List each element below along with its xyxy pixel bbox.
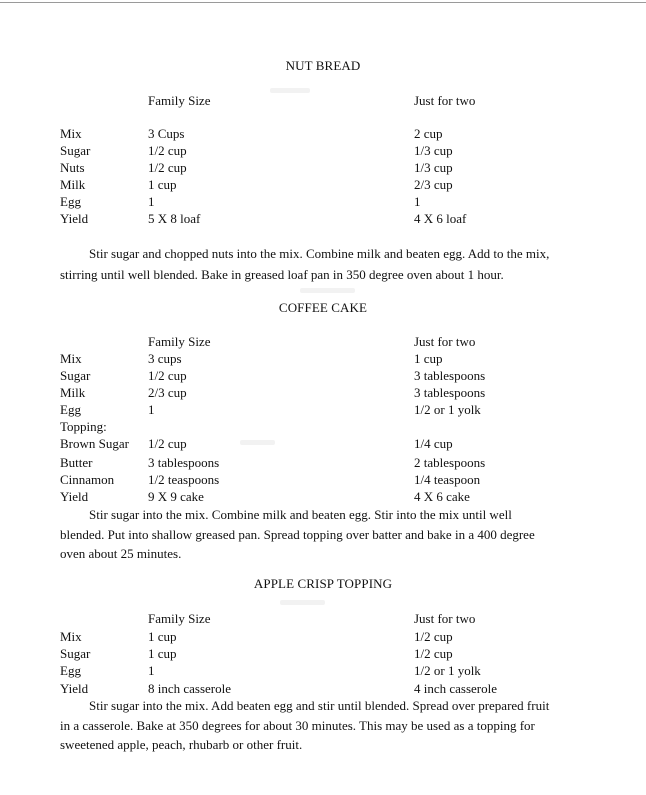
coffee-cake-family-head: Family Size: [148, 334, 211, 349]
nut-bread-two-head: Just for two: [414, 93, 476, 108]
two-amount: 1/2 or 1 yolk: [414, 402, 481, 417]
apple-crisp-instructions-line-3: sweetened apple, peach, rhubarb or other fruit.: [60, 737, 303, 752]
family-amount: 1 cup: [148, 646, 177, 661]
family-amount: 3 cups: [148, 351, 182, 366]
family-amount: 1/2 cup: [148, 143, 187, 158]
two-amount: 1/4 teaspoon: [414, 472, 481, 487]
item-label: Mix: [60, 351, 82, 366]
family-amount: 3 tablespoons: [148, 455, 220, 470]
apple-crisp-instructions-line-1: Stir sugar into the mix. Add beaten egg and stir until blended. Spread over prepared fruit: [89, 698, 550, 713]
apple-crisp-title: APPLE CRISP TOPPING: [253, 576, 393, 591]
two-amount: 1/4 cup: [414, 436, 453, 451]
table-row: [0, 160, 646, 177]
coffee-cake-instructions-line-2: blended. Put into shallow greased pan. Spread topping over batter and bake in a 400 degree: [60, 527, 535, 542]
item-label: Topping:: [60, 419, 107, 434]
table-row: [0, 646, 646, 663]
scan-bleed-mark: [270, 88, 310, 93]
item-label: Egg: [60, 402, 81, 417]
item-label: Sugar: [60, 143, 91, 158]
nut-bread-instructions-line-2: stirring until well blended. Bake in greased loaf pan in 350 degree oven about 1 hour.: [60, 267, 504, 282]
item-label: Nuts: [60, 160, 85, 175]
item-label: Egg: [60, 663, 81, 678]
family-amount: 1/2 teaspoons: [148, 472, 220, 487]
apple-crisp-instructions-line-2: in a casserole. Bake at 350 degrees for about 30 minutes. This may be used as a topping for: [60, 718, 535, 733]
two-amount: 1/3 cup: [414, 143, 453, 158]
coffee-cake-two-head: Just for two: [414, 334, 476, 349]
table-row: [0, 351, 646, 368]
family-amount: 1: [148, 402, 155, 417]
item-label: Sugar: [60, 646, 91, 661]
nut-bread-family-head: Family Size: [148, 93, 211, 108]
two-amount: 1: [414, 194, 421, 209]
two-amount: 1/2 cup: [414, 629, 453, 644]
item-label: Brown Sugar: [60, 436, 129, 451]
family-amount: 3 Cups: [148, 126, 185, 141]
two-amount: 3 tablespoons: [414, 385, 486, 400]
family-amount: 8 inch casserole: [148, 681, 232, 696]
item-label: Butter: [60, 455, 93, 470]
two-amount: 3 tablespoons: [414, 368, 486, 383]
item-label: Milk: [60, 177, 86, 192]
apple-crisp-two-head: Just for two: [414, 611, 476, 626]
item-label: Sugar: [60, 368, 91, 383]
two-amount: 2 tablespoons: [414, 455, 486, 470]
table-row: [0, 126, 646, 143]
table-row: [0, 211, 646, 228]
two-amount: 1/2 cup: [414, 646, 453, 661]
family-amount: 2/3 cup: [148, 385, 187, 400]
family-amount: 1/2 cup: [148, 368, 187, 383]
table-row: [0, 385, 646, 402]
two-amount: 2/3 cup: [414, 177, 453, 192]
table-row: [0, 472, 646, 489]
two-amount: 1/3 cup: [414, 160, 453, 175]
table-row: [0, 194, 646, 211]
scan-bleed-mark: [280, 600, 325, 605]
family-amount: 1: [148, 194, 155, 209]
table-row: [0, 177, 646, 194]
family-amount: 9 X 9 cake: [148, 489, 204, 504]
coffee-cake-title: COFFEE CAKE: [278, 300, 368, 315]
two-amount: 2 cup: [414, 126, 443, 141]
two-amount: 4 X 6 loaf: [414, 211, 467, 226]
two-amount: 1 cup: [414, 351, 443, 366]
item-label: Mix: [60, 126, 82, 141]
scan-bleed-mark: [300, 288, 355, 293]
family-amount: 5 X 8 loaf: [148, 211, 201, 226]
item-label: Egg: [60, 194, 81, 209]
family-amount: 1 cup: [148, 177, 177, 192]
table-row: [0, 629, 646, 646]
table-row: [0, 455, 646, 472]
apple-crisp-family-head: Family Size: [148, 611, 211, 626]
table-row: [0, 143, 646, 160]
table-row: [0, 368, 646, 385]
table-row: [0, 436, 646, 453]
top-rule: [0, 2, 646, 3]
table-row: [0, 663, 646, 680]
two-amount: 4 inch casserole: [414, 681, 498, 696]
family-amount: 1/2 cup: [148, 436, 187, 451]
family-amount: 1: [148, 663, 155, 678]
family-amount: 1/2 cup: [148, 160, 187, 175]
nut-bread-title: NUT BREAD: [285, 58, 361, 73]
coffee-cake-instructions-line-3: oven about 25 minutes.: [60, 546, 182, 561]
table-row: [0, 419, 646, 436]
coffee-cake-instructions-line-1: Stir sugar into the mix. Combine milk and beaten egg. Stir into the mix until well: [89, 507, 512, 522]
item-label: Mix: [60, 629, 82, 644]
item-label: Yield: [60, 211, 89, 226]
item-label: Milk: [60, 385, 86, 400]
item-label: Yield: [60, 681, 89, 696]
family-amount: 1 cup: [148, 629, 177, 644]
nut-bread-instructions-line-1: Stir sugar and chopped nuts into the mix. Combine milk and beaten egg. Add to the mix,: [89, 246, 550, 261]
item-label: Yield: [60, 489, 89, 504]
item-label: Cinnamon: [60, 472, 115, 487]
two-amount: 1/2 or 1 yolk: [414, 663, 481, 678]
table-row: [0, 402, 646, 419]
two-amount: 4 X 6 cake: [414, 489, 470, 504]
